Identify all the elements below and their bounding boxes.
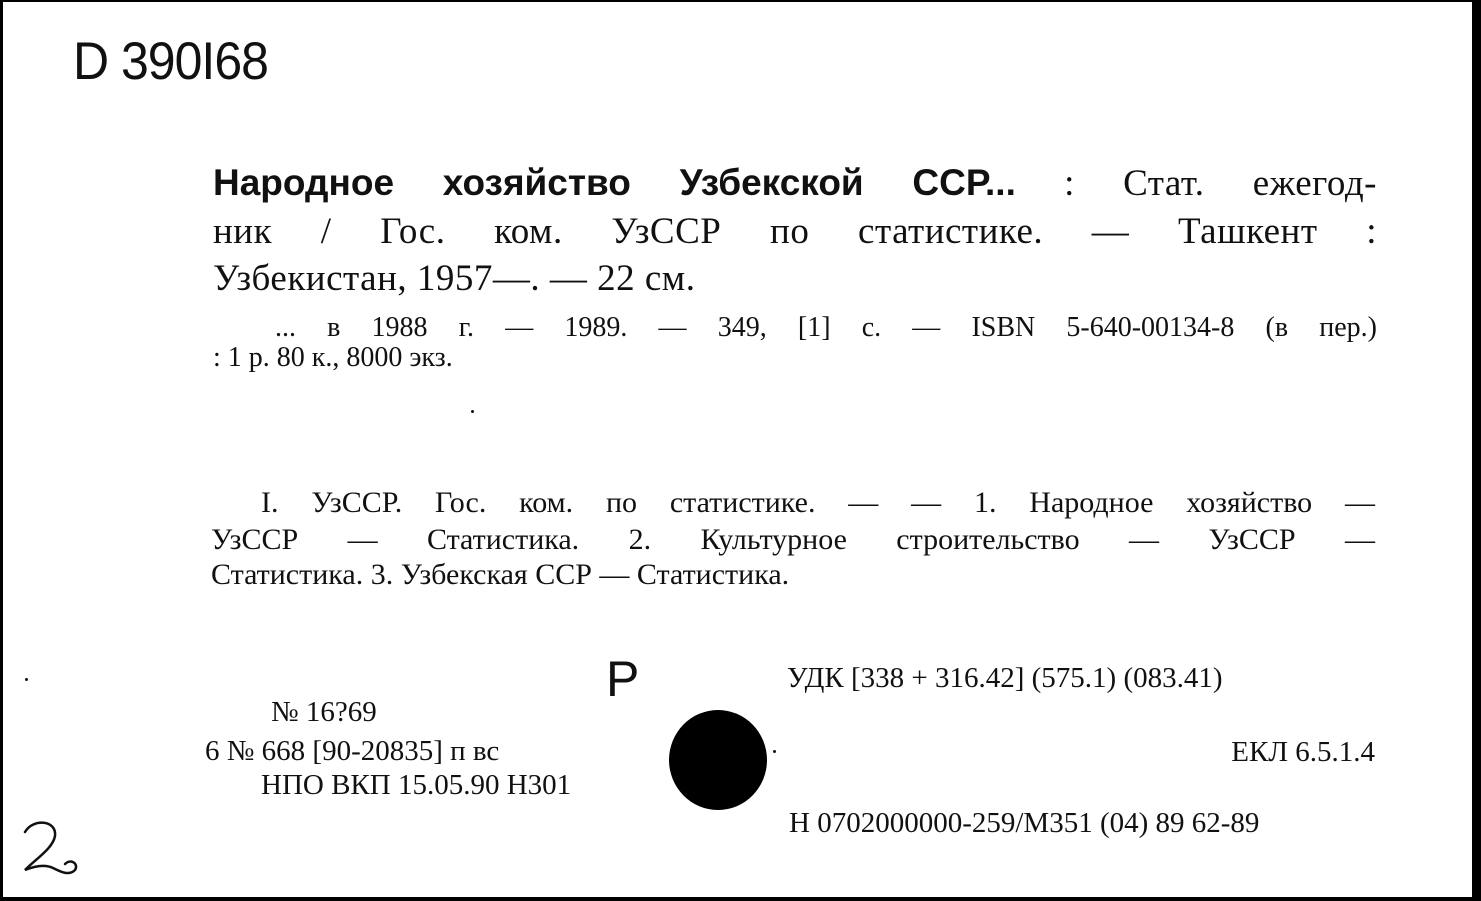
udc-classification: УДК [338 + 316.42] (575.1) (083.41)	[787, 662, 1223, 694]
price-code: Н 0702000000-259/М351 (04) 89 62-89	[789, 807, 1260, 839]
entry-line-2: ник / Гос. ком. УзССР по статистике. — Ташкент :	[213, 211, 1377, 252]
entry-line-3: Узбекистан, 1957—. — 22 см.	[213, 258, 696, 299]
ink-speck	[25, 678, 28, 681]
ekl-classification: ЕКЛ 6.5.1.4	[1231, 736, 1375, 768]
punch-hole	[669, 710, 767, 810]
handwritten-mark-icon	[15, 814, 85, 884]
tracing-line-3: Статистика. 3. Узбекская ССР — Статистика.	[211, 558, 790, 591]
entry-title: Народное хозяйство Узбекской ССР...	[213, 162, 1016, 203]
entry-line-1	[213, 162, 1377, 205]
volume-line-1: ... в 1988 г. — 1989. — 349, [1] с. — ISBN 5-640-00134-8 (в пер.)	[275, 312, 1377, 343]
order-line: 6 № 668 [90-20835] п вс	[205, 735, 500, 767]
tracing-line-1: I. УзССР. Гос. ком. по статистике. — — 1. Народное хозяйство —	[261, 486, 1375, 519]
rubric-letter: Р	[606, 651, 640, 707]
entry-line-1-rest: : Стат. ежегод-	[1064, 163, 1377, 204]
printer-line: НПО ВКП 15.05.90 Н301	[261, 769, 572, 801]
volume-line-2: : 1 р. 80 к., 8000 экз.	[213, 342, 453, 373]
ink-speck	[773, 750, 776, 753]
call-number: D 390I68	[73, 31, 268, 91]
ink-speck	[471, 410, 474, 413]
catalog-card	[3, 2, 1472, 897]
tracing-line-2: УзССР — Статистика. 2. Культурное строительство — УзССР —	[211, 523, 1375, 556]
card-number: № 16?69	[271, 696, 377, 728]
